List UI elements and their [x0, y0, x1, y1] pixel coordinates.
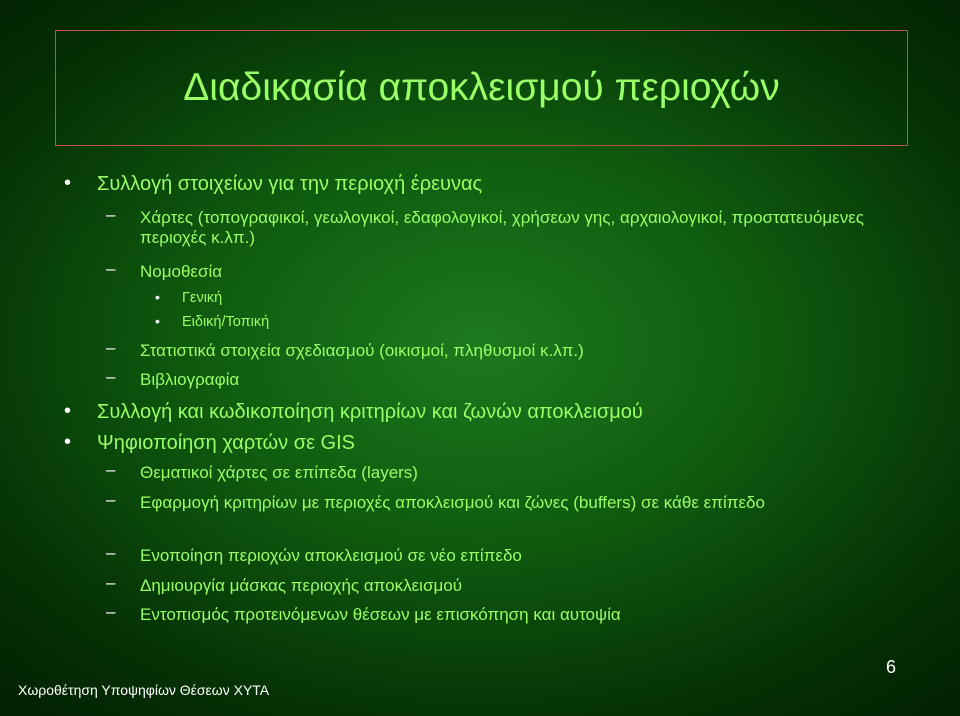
footer-text: Χωροθέτηση Υποψηφίων Θέσεων ΧΥΤΑ — [18, 682, 270, 698]
bullet-marker: • — [64, 431, 72, 453]
bullet-text: Εφαρμογή κριτηρίων με περιοχές αποκλεισμού και ζώνες (buffers) σε κάθε επίπεδο — [140, 493, 765, 512]
bullet-marker: • — [64, 172, 72, 194]
bullet-marker: • — [155, 289, 160, 305]
bullet-item — [64, 400, 643, 424]
slide-title: Διαδικασία αποκλεισμού περιοχών — [183, 66, 780, 109]
dash-marker: – — [106, 490, 116, 509]
bullet-text: Γενική — [182, 290, 223, 306]
bullet-text: Δημιουργία μάσκας περιοχής αποκλεισμού — [140, 576, 462, 595]
dash-marker: – — [106, 573, 116, 592]
bullet-text: Στατιστικά στοιχεία σχεδιασμού (οικισμοί, πληθυσμοί κ.λπ.) — [140, 341, 584, 360]
bullet-marker: • — [155, 313, 160, 329]
bullet-item — [106, 338, 880, 361]
bullet-item — [106, 490, 880, 513]
bullet-item — [155, 313, 270, 331]
bullet-text: Θεματικοί χάρτες σε επίπεδα (layers) — [140, 463, 418, 482]
dash-marker: – — [106, 367, 116, 386]
page-number: 6 — [886, 657, 897, 677]
bullet-item — [106, 573, 880, 596]
bullet-text: Εντοπισμός προτεινόμενων θέσεων με επισκόπηση και αυτοψία — [140, 605, 621, 624]
dash-marker: – — [106, 602, 116, 621]
bullet-marker: • — [64, 400, 72, 422]
bullet-text: Ειδική/Τοπική — [182, 314, 270, 330]
bullet-item — [106, 543, 880, 566]
bullet-item — [155, 289, 223, 307]
bullet-text: Συλλογή και κωδικοποίηση κριτηρίων και ζωνών αποκλεισμού — [97, 401, 643, 423]
bullet-item — [64, 172, 483, 196]
bullet-text: Ψηφιοποίηση χαρτών σε GIS — [97, 432, 355, 454]
bullet-text: Συλλογή στοιχείων για την περιοχή έρευνας — [97, 173, 483, 195]
dash-marker: – — [106, 259, 116, 278]
dash-marker: – — [106, 338, 116, 357]
bullet-item — [106, 367, 880, 390]
bullet-item — [106, 602, 880, 625]
bullet-text: Νομοθεσία — [140, 262, 223, 281]
dash-marker: – — [106, 460, 116, 479]
dash-marker: – — [106, 205, 116, 224]
bullet-text: Βιβλιογραφία — [140, 370, 240, 389]
bullet-item — [64, 431, 355, 455]
bullet-text: Χάρτες (τοπογραφικοί, γεωλογικοί, εδαφολογικοί, χρήσεων γης, αρχαιολογικοί, προστατευόμενες περιοχές κ.λπ.) — [140, 208, 865, 247]
bullet-item — [106, 259, 880, 282]
bullet-item — [106, 205, 880, 247]
bullet-item — [106, 460, 880, 483]
bullet-text: Ενοποίηση περιοχών αποκλεισμού σε νέο επίπεδο — [140, 546, 522, 565]
dash-marker: – — [106, 543, 116, 562]
